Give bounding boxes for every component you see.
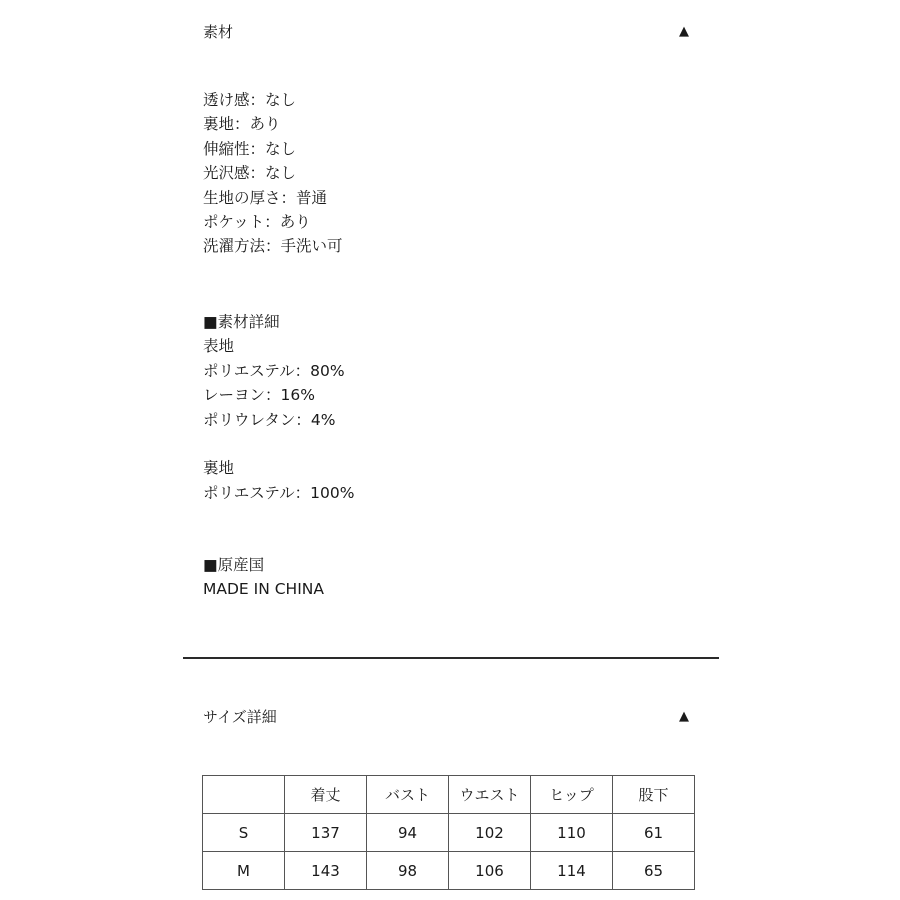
table-cell: 137 <box>285 814 367 852</box>
outer-fabric-label: 表地 <box>203 337 235 356</box>
table-cell: 114 <box>531 852 613 890</box>
outer-fabric-item: ポリウレタン：4% <box>203 410 336 429</box>
lining-item: ポリエステル：100% <box>203 483 355 502</box>
material-section-header[interactable] <box>203 19 689 43</box>
table-cell: 143 <box>285 852 367 890</box>
table-header-cell: ヒップ <box>531 776 613 814</box>
table-cell: S <box>203 814 285 852</box>
origin-heading: ■原産国 <box>203 556 265 574</box>
table-header-row <box>203 776 695 814</box>
material-details-heading: ■素材詳細 <box>203 313 280 331</box>
material-details <box>203 310 354 505</box>
outer-fabric-item: レーヨン：16% <box>203 386 315 405</box>
table-header-cell: 股下 <box>613 776 695 814</box>
outer-fabric-item: ポリエステル：80% <box>203 361 345 380</box>
property-line: 透け感：なし <box>203 91 297 109</box>
table-cell: 94 <box>367 814 449 852</box>
table-header-cell <box>203 776 285 814</box>
origin-block <box>203 553 324 602</box>
table-row <box>203 852 695 890</box>
property-line: 光沢感：なし <box>203 164 297 183</box>
property-line: 伸縮性：なし <box>203 139 297 158</box>
table-cell: M <box>203 852 285 890</box>
property-line: 裏地：あり <box>203 115 281 134</box>
section-divider <box>183 657 719 659</box>
triangle-up-icon[interactable]: ▲ <box>679 708 689 724</box>
table-cell: 98 <box>367 852 449 890</box>
table-row <box>203 814 695 852</box>
size-section-header[interactable] <box>203 704 689 728</box>
table-header-cell: 着丈 <box>285 776 367 814</box>
material-section-title: 素材 <box>203 22 234 41</box>
table-header-cell: ウエスト <box>449 776 531 814</box>
table-header-cell: バスト <box>367 776 449 814</box>
triangle-up-icon[interactable]: ▲ <box>679 23 689 39</box>
size-table <box>202 775 695 890</box>
material-properties-list <box>203 88 343 259</box>
property-line: 生地の厚さ：普通 <box>203 188 328 207</box>
table-cell: 61 <box>613 814 695 852</box>
table-cell: 102 <box>449 814 531 852</box>
table-cell: 65 <box>613 852 695 890</box>
size-section-title: サイズ詳細 <box>203 707 277 726</box>
property-line: ポケット：あり <box>203 213 311 232</box>
property-line: 洗濯方法：手洗い可 <box>203 237 343 256</box>
table-cell: 110 <box>531 814 613 852</box>
lining-label: 裏地 <box>203 459 235 478</box>
origin-value: MADE IN CHINA <box>203 580 324 599</box>
table-cell: 106 <box>449 852 531 890</box>
